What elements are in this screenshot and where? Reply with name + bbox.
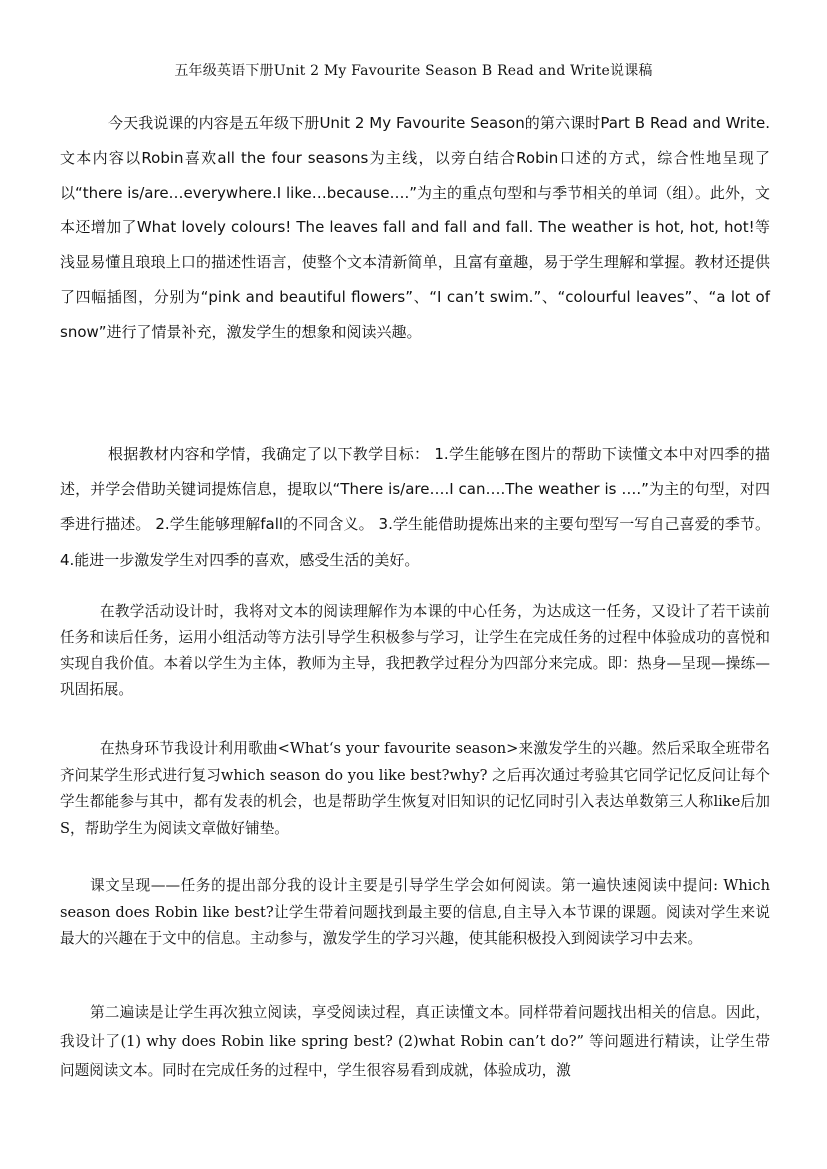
paragraph-text-presentation: 课文呈现——任务的提出部分我的设计主要是引导学生学会如何阅读。第一遍快速阅读中提问: Which season does Robin like best?让学生带着问题找到最主要的信息,自主导入本节课的课题。阅读对学生来说最大的兴趣在于文中的信息。主动参与，激发学生的学习兴趣，使其能积极投入到阅读学习中去来。: [60, 877, 770, 947]
paragraph-teaching-goals: 根据教材内容和学情，我确定了以下教学目标： 1.学生能够在图片的帮助下读懂文本中对四季的描述，并学会借助关键词提炼信息，提取以“There is/are….I can….The weather is ….”为主的句型，对四季进行描述。 2.学生能够理解fall的不同含义。 3.学生能借助提炼出来的主要句型写一写自己喜爱的季节。4.能进一步激发学生对四季的喜欢，感受生活的美好。: [60, 445, 770, 569]
paragraph-second-reading: 第二遍读是让学生再次独立阅读，享受阅读过程，真正读懂文本。同样带着问题找出相关的信息。因此，我设计了(1) why does Robin like spring best? (2)what Robin can’t do?” 等问题进行精读，让学生带问题阅读文本。同时在完成任务的过程中，学生很容易看到成就，体验成功，激: [60, 1004, 770, 1079]
paragraph-activity-design: 在教学活动设计时，我将对文本的阅读理解作为本课的中心任务，为达成这一任务，又设计了若干读前任务和读后任务，运用小组活动等方法引导学生积极参与学习，让学生在完成任务的过程中体验成功的喜悦和实现自我价值。本着以学生为主体，教师为主导，我把教学过程分为四部分来完成。即：热身—呈现—操练—巩固拓展。: [60, 603, 770, 698]
paragraph-warm-up: 在热身环节我设计利用歌曲<What‘s your favourite season>来激发学生的兴趣。然后采取全班带名齐问某学生形式进行复习which season do you like best?why? 之后再次通过考验其它同学记忆反问让每个学生都能参与其中，都有发表的机会，也是帮助学生恢复对旧知识的记忆同时引入表达单数第三人称like后加S，帮助学生为阅读文章做好铺垫。: [60, 740, 770, 837]
document-title: 五年级英语下册Unit 2 My Favourite Season B Read and Write说课稿: [174, 63, 653, 79]
paragraph-lesson-content: 今天我说课的内容是五年级下册Unit 2 My Favourite Season的第六课时Part B Read and Write. 文本内容以Robin喜欢all the four seasons为主线，以旁白结合Robin口述的方式，综合性地呈现了以“there is/are…everywhere.I like…because….”为主的重点句型和与季节相关的单词（组）。此外，文本还增加了What lovely colours! The leaves fall and fall and fall. The weather is hot, hot, hot!等浅显易懂且琅琅上口的描述性语言，使整个文本清新简单，且富有童趣，易于学生理解和掌握。教材还提供了四幅插图，分别为“pink and beautiful flowers”、“I can’t swim.”、“colourful leaves”、“a lot of snow”进行了情景补充，激发学生的想象和阅读兴趣。: [60, 114, 770, 341]
